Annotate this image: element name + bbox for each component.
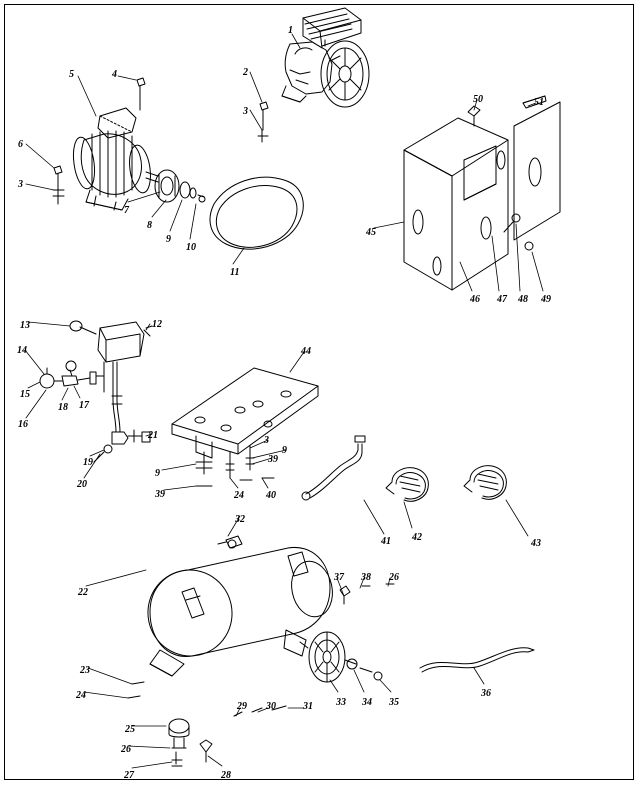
callout-number: 11	[230, 267, 240, 278]
callout-number: 47	[497, 294, 507, 305]
callout-number: 39	[268, 454, 278, 465]
callout-number: 22	[78, 587, 88, 598]
compressor-pump-assembly	[282, 8, 369, 107]
pressure-switch-assembly	[40, 321, 152, 462]
belt-guard-panels	[404, 96, 560, 290]
callout-number: 14	[17, 345, 27, 356]
callout-number: 12	[152, 319, 162, 330]
hose-clamp-43	[464, 466, 506, 500]
callout-number: 24	[76, 690, 86, 701]
flexible-hose-36	[420, 648, 534, 672]
callout-number: 51	[534, 97, 544, 108]
callout-number: 35	[389, 697, 399, 708]
callout-number: 33	[336, 697, 346, 708]
callout-number: 32	[235, 514, 245, 525]
callout-number: 21	[148, 430, 158, 441]
callout-number: 38	[361, 572, 371, 583]
callout-number: 8	[147, 220, 152, 231]
callout-number: 13	[20, 320, 30, 331]
callout-number: 45	[366, 227, 376, 238]
callout-number: 1	[288, 25, 293, 36]
tank-wheel	[300, 632, 382, 682]
discharge-tube	[302, 436, 365, 500]
callout-number: 41	[381, 536, 391, 547]
callout-number: 29	[237, 701, 247, 712]
callout-number: 23	[80, 665, 90, 676]
callout-number: 30	[266, 701, 276, 712]
callout-number: 48	[518, 294, 528, 305]
air-tank	[140, 536, 337, 676]
callout-number: 6	[18, 139, 23, 150]
callout-number: 39	[155, 489, 165, 500]
drain-and-foot-hardware	[169, 719, 212, 766]
hose-clamp-42	[386, 468, 428, 502]
callout-number: 3	[264, 435, 269, 446]
callout-number: 31	[303, 701, 313, 712]
callout-number: 49	[541, 294, 551, 305]
callout-number: 9	[166, 234, 171, 245]
callout-number: 50	[473, 94, 483, 105]
callout-number: 26	[121, 744, 131, 755]
callout-number: 19	[83, 457, 93, 468]
callout-number: 44	[301, 346, 311, 357]
callout-number: 37	[334, 572, 344, 583]
callout-number: 46	[470, 294, 480, 305]
drive-belt	[210, 177, 303, 249]
callout-number: 2	[243, 67, 248, 78]
callout-number: 16	[18, 419, 28, 430]
callout-number: 20	[77, 479, 87, 490]
callout-number: 3	[18, 179, 23, 190]
callout-number: 24	[234, 490, 244, 501]
callout-number: 18	[58, 402, 68, 413]
callout-number: 34	[362, 697, 372, 708]
callout-number: 17	[79, 400, 89, 411]
electric-motor	[70, 108, 158, 210]
callout-number: 10	[186, 242, 196, 253]
callout-number: 25	[125, 724, 135, 735]
base-mounting-plate	[172, 368, 318, 478]
callout-number: 26	[389, 572, 399, 583]
callout-number: 43	[531, 538, 541, 549]
misc-fasteners	[53, 78, 394, 716]
callout-number: 40	[266, 490, 276, 501]
leader-lines	[25, 34, 543, 768]
callout-number: 27	[124, 770, 134, 781]
motor-pulley-assembly	[155, 170, 205, 202]
callout-number: 36	[481, 688, 491, 699]
callout-number: 7	[124, 205, 129, 216]
callout-number: 42	[412, 532, 422, 543]
callout-number: 15	[20, 389, 30, 400]
callout-number: 9	[155, 468, 160, 479]
callout-number: 5	[69, 69, 74, 80]
callout-number: 4	[112, 69, 117, 80]
callout-number: 9	[282, 445, 287, 456]
callout-number: 3	[243, 106, 248, 117]
callout-number: 28	[221, 770, 231, 781]
